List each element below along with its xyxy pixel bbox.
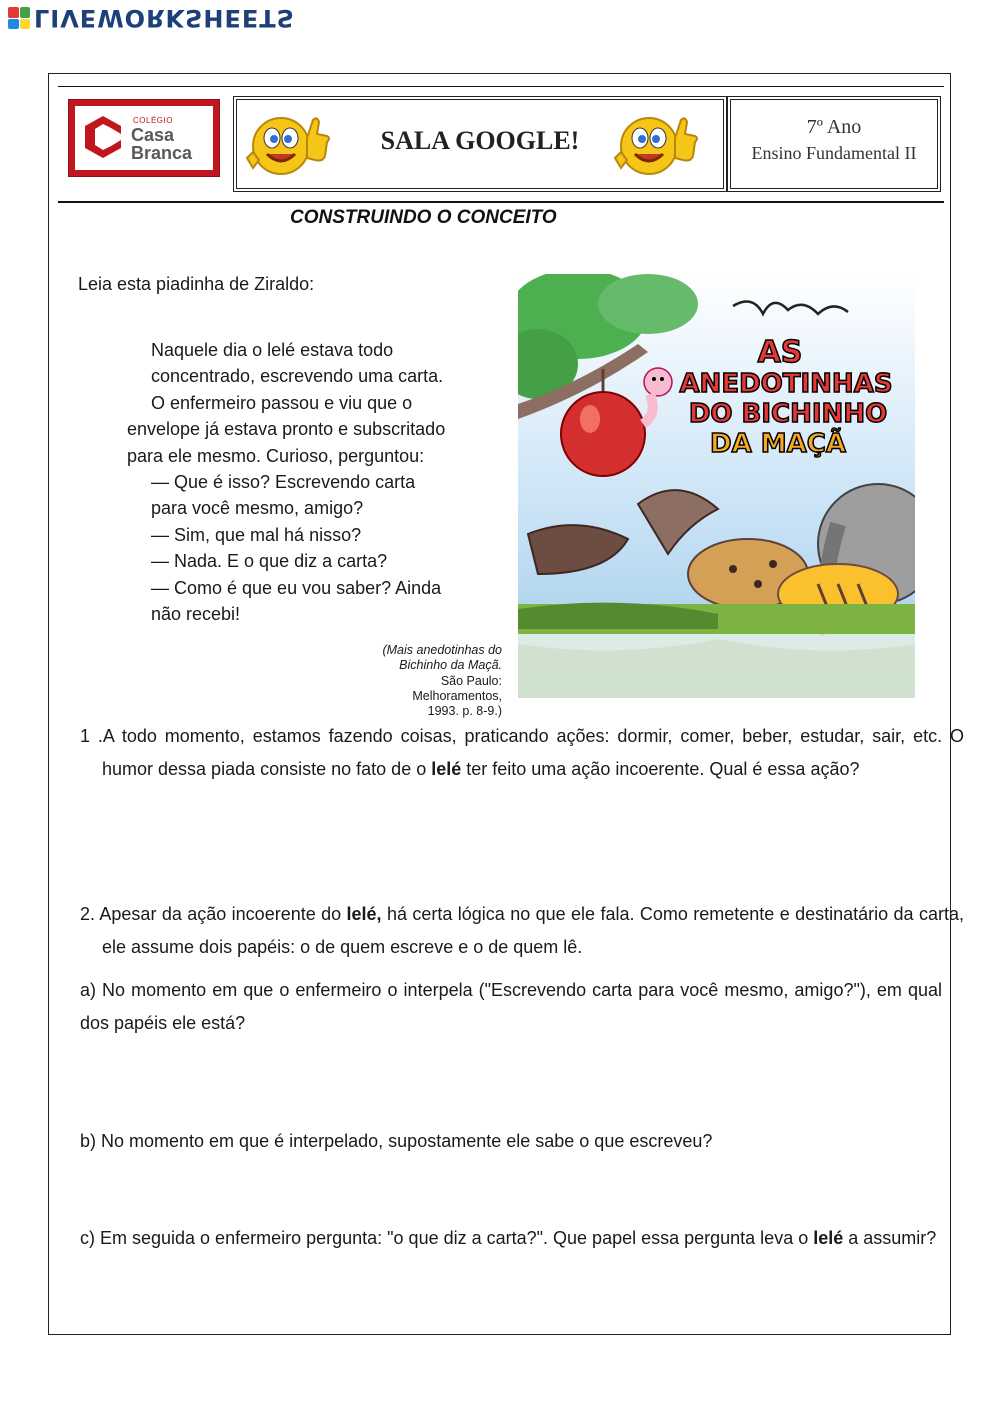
- story-line: O enfermeiro passou e viu que o: [151, 392, 413, 413]
- cover-title-1: AS: [757, 335, 803, 370]
- school-label: COLÉGIO: [133, 116, 173, 125]
- citation-line: 1993. p. 8-9.): [427, 704, 502, 719]
- story-line: para ele mesmo. Curioso, perguntou:: [127, 445, 425, 466]
- question-1-text-end: ter feito uma ação incoerente. Qual é essa ação?: [461, 759, 860, 779]
- citation: [340, 643, 502, 719]
- page-title: SALA GOOGLE!: [380, 126, 580, 155]
- joke-text: [127, 337, 497, 627]
- question-2a: a) No momento em que o enfermeiro o interpela ("Escrevendo carta para você mesmo, amigo?"), em qual dos papéis ele está?: [80, 980, 942, 1033]
- title-box: [236, 99, 724, 189]
- worksheet-header: [58, 86, 944, 203]
- grade-box: [730, 99, 938, 189]
- question-2c-text-end: a assumir?: [843, 1228, 937, 1248]
- question-2-text-end: há certa lógica no que ele fala. Como remetente e destinatário da carta, ele assume dois papéis: o de quem escreve e o de quem lê.: [102, 904, 964, 957]
- level-label: Ensino Fundamental II: [751, 143, 917, 163]
- question-1-text: 1 .A todo momento, estamos fazendo coisas, praticando ações: dormir, comer, beber, estudar, sair, etc. O humor dessa piada consiste no fato de o: [80, 726, 964, 779]
- citation-line: (Mais anedotinhas do: [382, 643, 502, 657]
- question-2c: [80, 1222, 942, 1255]
- question-2c-bold: lelé: [813, 1228, 844, 1248]
- cover-title-2: ANEDOTINHAS: [679, 369, 893, 399]
- citation-line: Bichinho da Maçã.: [399, 658, 502, 673]
- story-line: — Como é que eu vou saber? Ainda: [151, 577, 442, 598]
- question-2-bold: lelé,: [346, 904, 382, 924]
- story-line: — Nada. E o que diz a carta?: [151, 551, 388, 572]
- school-logo: [68, 99, 220, 177]
- story-line: para você mesmo, amigo?: [151, 498, 364, 519]
- book-cover-image: [518, 274, 915, 698]
- story-line: envelope já estava pronto e subscritado: [127, 419, 446, 440]
- cover-title-4: DA MAÇÃ: [710, 429, 846, 459]
- brand-grid-icon: [8, 7, 30, 29]
- school-name-line2: Branca: [131, 143, 193, 163]
- citation-line: São Paulo:: [440, 673, 502, 688]
- school-name-line1: Casa: [131, 125, 175, 145]
- intro-text: Leia esta piadinha de Ziraldo:: [78, 274, 315, 294]
- question-2b: b) No momento em que é interpelado, supostamente ele sabe o que escreveu?: [80, 1131, 713, 1151]
- citation-line: Melhoramentos,: [412, 688, 502, 703]
- question-1: [80, 720, 964, 786]
- grade-label: 7º Ano: [806, 116, 862, 138]
- brand-text: LIVEWORKSHEETS: [34, 4, 295, 32]
- school-c-icon: [83, 114, 123, 160]
- school-name: [131, 126, 192, 162]
- story-line: — Que é isso? Escrevendo carta: [151, 472, 416, 493]
- cover-title-3: DO BICHINHO: [688, 399, 888, 429]
- question-2c-text: c) Em seguida o enfermeiro pergunta: "o que diz a carta?". Que papel essa pergunta leva o: [80, 1228, 814, 1248]
- brand-logo: [8, 4, 295, 32]
- story-line: — Sim, que mal há nisso?: [151, 524, 362, 545]
- story-line: concentrado, escrevendo uma carta.: [151, 366, 444, 387]
- thumbs-up-smiley-icon: [609, 108, 699, 180]
- story-line: Naquele dia o lelé estava todo: [151, 340, 394, 360]
- story-line: não recebi!: [151, 604, 241, 625]
- question-2: [80, 898, 964, 964]
- question-1-bold: lelé: [431, 759, 462, 779]
- section-title: CONSTRUINDO O CONCEITO: [290, 207, 557, 228]
- question-2-text: 2. Apesar da ação incoerente do: [80, 904, 347, 924]
